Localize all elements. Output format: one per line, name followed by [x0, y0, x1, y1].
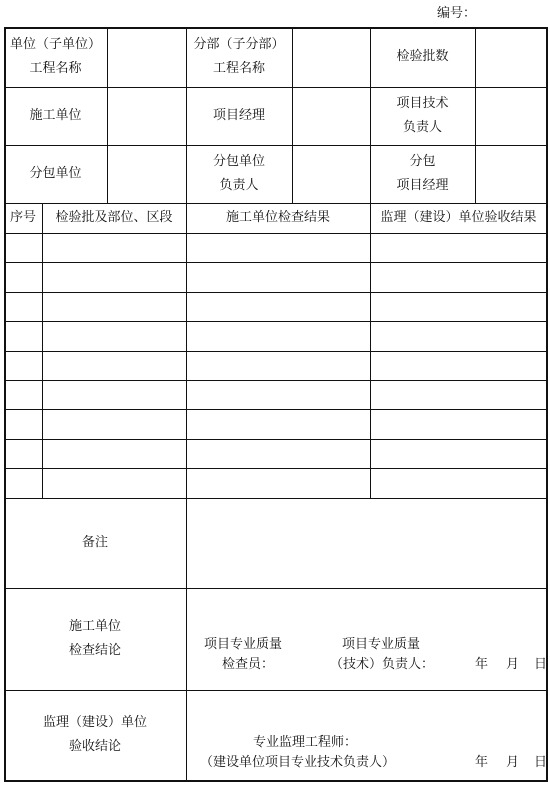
table-bottom-border: [4, 780, 548, 782]
row-index-cell[interactable]: [5, 440, 42, 468]
row-batch-location-cell[interactable]: [43, 234, 186, 262]
label-line: 负责人: [219, 178, 259, 193]
info-label-technical-lead: [370, 87, 475, 145]
quality-responsible-label: （技术）负责人：: [330, 657, 435, 672]
row-batch-location-cell[interactable]: [43, 352, 186, 380]
quality-responsible-title: 项目专业质量: [342, 637, 421, 652]
row-construction-result-cell[interactable]: [187, 293, 370, 321]
row-supervision-result-cell[interactable]: [371, 263, 547, 291]
row-supervision-result-cell[interactable]: [371, 381, 547, 409]
row-batch-location-cell[interactable]: [43, 469, 186, 497]
row-index-cell[interactable]: [5, 410, 42, 438]
supervising-engineer-label: 专业监理工程师：: [253, 735, 358, 750]
label-line: 验收结论: [68, 739, 121, 754]
row-construction-result-cell[interactable]: [187, 440, 370, 468]
row-batch-location-cell[interactable]: [43, 440, 186, 468]
construction-date-day: 日: [534, 657, 548, 672]
remarks-label-text: 备注: [81, 535, 108, 550]
row-construction-result-cell[interactable]: [187, 469, 370, 497]
label-line: 项目经理: [212, 108, 265, 123]
row-supervision-result-cell[interactable]: [371, 469, 547, 497]
col-header-index-label: 序号: [9, 210, 36, 225]
subcontractor-field[interactable]: [108, 146, 186, 203]
remarks-field[interactable]: [187, 499, 546, 588]
row-supervision-result-cell[interactable]: [371, 410, 547, 438]
construction-conclusion-label: [4, 588, 186, 690]
row-construction-result-cell[interactable]: [187, 410, 370, 438]
row-construction-result-cell[interactable]: [187, 234, 370, 262]
quality-inspector-label: 检查员：: [222, 657, 275, 672]
label-line: 检验批数: [396, 49, 449, 64]
form-code-label: 编号：: [437, 6, 477, 21]
col-header-batch-location: [42, 203, 186, 233]
row-index-cell[interactable]: [5, 293, 42, 321]
label-line: 分部（子分部）: [193, 37, 285, 52]
owner-technical-lead-label: （建设单位项目专业技术负责人）: [200, 755, 396, 770]
info-label-project-name: [4, 27, 107, 87]
construction-unit-field[interactable]: [108, 88, 186, 145]
label-line: 单位（子单位）: [9, 37, 101, 52]
row-index-cell[interactable]: [5, 469, 42, 497]
col-header-construction-result-label: 施工单位检查结果: [225, 210, 330, 225]
label-line: 施工单位: [68, 619, 121, 634]
row-batch-location-cell[interactable]: [43, 293, 186, 321]
row-batch-location-cell[interactable]: [43, 381, 186, 409]
label-line: 工程名称: [212, 61, 265, 76]
subdivision-name-field[interactable]: [293, 28, 370, 87]
label-line: 项目技术: [396, 96, 449, 111]
info-label-construction-unit: [4, 87, 107, 145]
info-label-subcontract-manager: [370, 145, 475, 203]
technical-lead-field[interactable]: [476, 88, 546, 145]
label-line: 负责人: [402, 120, 442, 135]
row-construction-result-cell[interactable]: [187, 381, 370, 409]
supervision-date-month: 月: [506, 755, 520, 770]
label-line: 分包单位: [212, 154, 265, 169]
row-construction-result-cell[interactable]: [187, 322, 370, 350]
row-batch-location-cell[interactable]: [43, 263, 186, 291]
label-line: 分包单位: [29, 166, 82, 181]
row-batch-location-cell[interactable]: [43, 322, 186, 350]
quality-inspector-title: 项目专业质量: [204, 637, 283, 652]
row-index-cell[interactable]: [5, 381, 42, 409]
info-label-subcontractor: [4, 145, 107, 203]
row-batch-location-cell[interactable]: [43, 410, 186, 438]
row-supervision-result-cell[interactable]: [371, 440, 547, 468]
batch-count-field[interactable]: [476, 28, 546, 87]
row-index-cell[interactable]: [5, 352, 42, 380]
info-label-subcontractor-lead: [186, 145, 292, 203]
label-line: 检查结论: [68, 643, 121, 658]
row-supervision-result-cell[interactable]: [371, 322, 547, 350]
col-header-construction-result: [186, 203, 370, 233]
row-construction-result-cell[interactable]: [187, 263, 370, 291]
col-header-supervision-result: [370, 203, 547, 233]
subcontractor-lead-field[interactable]: [293, 146, 370, 203]
project-manager-field[interactable]: [293, 88, 370, 145]
project-name-field[interactable]: [108, 28, 186, 87]
row-supervision-result-cell[interactable]: [371, 352, 547, 380]
row-index-cell[interactable]: [5, 263, 42, 291]
subcontract-manager-field[interactable]: [476, 146, 546, 203]
row-index-cell[interactable]: [5, 322, 42, 350]
remarks-label: [4, 498, 186, 588]
label-line: 项目经理: [396, 178, 449, 193]
supervision-date-year: 年: [475, 755, 489, 770]
info-label-batch-count: [370, 27, 475, 87]
label-line: 监理（建设）单位: [42, 715, 147, 730]
label-line: 施工单位: [29, 108, 82, 123]
col-header-supervision-result-label: 监理（建设）单位验收结果: [380, 210, 537, 225]
row-index-cell[interactable]: [5, 234, 42, 262]
supervision-date-day: 日: [534, 755, 548, 770]
label-line: 工程名称: [29, 61, 82, 76]
row-supervision-result-cell[interactable]: [371, 234, 547, 262]
supervision-conclusion-label: [4, 690, 186, 780]
row-supervision-result-cell[interactable]: [371, 293, 547, 321]
info-label-project-manager: [186, 87, 292, 145]
label-line: 分包: [409, 154, 436, 169]
construction-date-month: 月: [506, 657, 520, 672]
col-header-index: [4, 203, 42, 233]
col-header-batch-location-label: 检验批及部位、区段: [55, 210, 173, 225]
info-label-subdivision-name: [186, 27, 292, 87]
construction-date-year: 年: [475, 657, 489, 672]
row-construction-result-cell[interactable]: [187, 352, 370, 380]
